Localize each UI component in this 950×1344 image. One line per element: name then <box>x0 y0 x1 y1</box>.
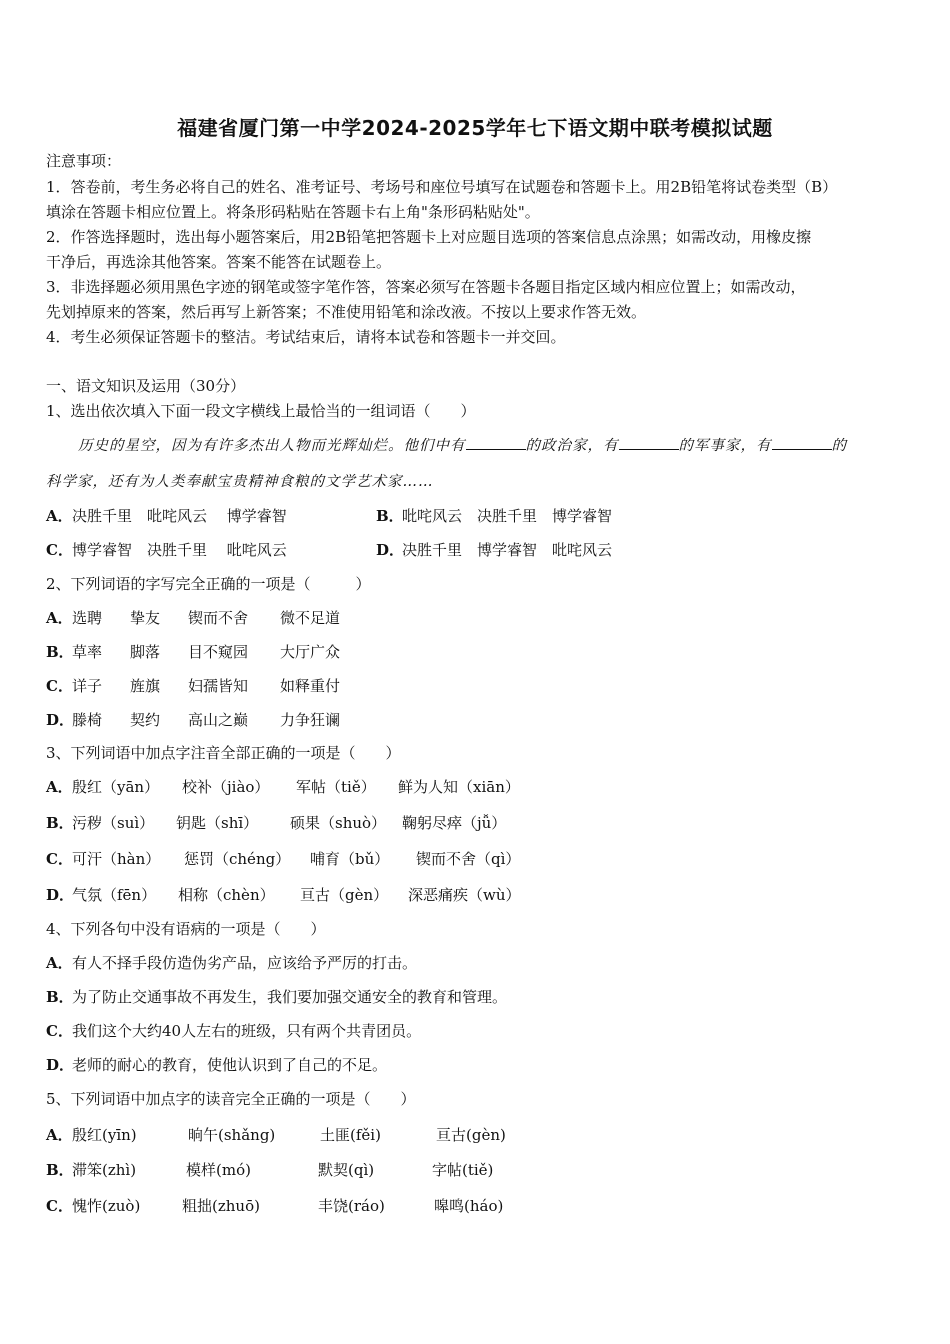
q1-blank-1 <box>466 435 526 450</box>
q1-blank-3 <box>772 435 832 450</box>
q3-b-word-3: 硕果（shuò） <box>290 814 387 832</box>
q2-option-d-label: D． <box>46 711 75 729</box>
notice-item-2-line-2: 干净后，再选涂其他答案。答案不能答在试题卷上。 <box>46 253 392 271</box>
q1-option-c[interactable] <box>46 540 287 560</box>
q5-b-word-3: 默契(qì) <box>318 1161 375 1179</box>
q1-option-a[interactable] <box>46 506 287 526</box>
q5-a-word-2: 晌午(shǎng) <box>188 1126 276 1144</box>
q3-option-b[interactable] <box>46 813 506 833</box>
q4-option-a[interactable] <box>46 953 417 973</box>
q2-a-word-4: 微不足道 <box>280 609 341 627</box>
q2-a-word-2: 挚友 <box>130 609 161 627</box>
q3-option-c[interactable] <box>46 849 520 869</box>
q4-option-b-label: B． <box>46 988 74 1006</box>
q3-a-word-1: 殷红（yān） <box>72 778 160 796</box>
notice-item-4: 4．考生必须保证答题卡的整洁。考试结束后，请将本试卷和答题卡一并交回。 <box>46 328 566 346</box>
q2-b-word-2: 脚落 <box>130 643 161 661</box>
q5-b-word-2: 模样(mó) <box>186 1161 251 1179</box>
q4-option-b-text: 为了防止交通事故不再发生，我们要加强交通安全的教育和管理。 <box>72 988 508 1006</box>
q4-stem: 4、下列各句中没有语病的一项是（ ） <box>46 920 326 938</box>
q1-option-b-label: B． <box>376 507 404 525</box>
q4-option-d[interactable] <box>46 1055 387 1075</box>
q1-option-a-text: 决胜千里 吡咤风云 博学睿智 <box>72 507 287 525</box>
q5-stem: 5、下列词语中加点字的读音完全正确的一项是（ ） <box>46 1090 416 1108</box>
q4-option-a-label: A． <box>46 954 73 972</box>
q5-option-c-label: C． <box>46 1197 73 1215</box>
notice-item-1-line-2: 填涂在答题卡相应位置上。将条形码粘贴在答题卡右上角"条形码粘贴处"。 <box>46 203 540 221</box>
q3-b-word-1: 污秽（suì） <box>72 814 155 832</box>
q4-option-d-text: 老师的耐心的教育，使他认识到了自己的不足。 <box>72 1056 388 1074</box>
notice-item-3-line-2: 先划掉原来的答案，然后再写上新答案；不准使用铅笔和涂改液。不按以上要求作答无效。 <box>46 303 647 321</box>
q2-option-b-label: B． <box>46 643 74 661</box>
q3-d-word-1: 气氛（fēn） <box>72 886 157 904</box>
q1-option-c-label: C． <box>46 541 73 559</box>
q1-option-d[interactable] <box>376 540 612 560</box>
q2-b-word-1: 草率 <box>72 643 103 661</box>
q2-option-a[interactable] <box>46 608 340 628</box>
q3-option-d-label: D． <box>46 886 75 904</box>
q2-a-word-1: 选聘 <box>72 609 103 627</box>
q5-c-word-3: 丰饶(ráo) <box>318 1197 385 1215</box>
page-title: 福建省厦门第一中学2024-2025学年七下语文期中联考模拟试题 <box>177 116 773 140</box>
q2-d-word-4: 力争狂谰 <box>280 711 341 729</box>
q1-option-b-text: 吡咤风云 决胜千里 博学睿智 <box>402 507 613 525</box>
q4-option-a-text: 有人不择手段仿造伪劣产品，应该给予严厉的打击。 <box>72 954 418 972</box>
q3-d-word-2: 相称（chèn） <box>178 886 275 904</box>
q3-option-a[interactable] <box>46 777 520 797</box>
q1-option-b[interactable] <box>376 506 612 526</box>
q1-blank-2 <box>619 435 679 450</box>
q1-option-d-label: D． <box>376 541 405 559</box>
q1-passage-b: 的政治家，有 <box>525 438 619 454</box>
q2-d-word-2: 契约 <box>130 711 161 729</box>
q3-option-d[interactable] <box>46 885 521 905</box>
q2-b-word-4: 大厅广众 <box>280 643 341 661</box>
q5-b-word-1: 滞笨(zhì) <box>72 1161 137 1179</box>
q3-c-word-4: 锲而不舍（qì） <box>416 850 521 868</box>
notice-heading: 注意事项： <box>46 152 122 170</box>
q3-a-word-4: 鲜为人知（xiān） <box>398 778 520 796</box>
q3-b-word-2: 钥匙（shī） <box>176 814 259 832</box>
q2-c-word-2: 旌旗 <box>130 677 161 695</box>
q1-passage-a: 历史的星空，因为有许多杰出人物而光辉灿烂。他们中有 <box>78 438 466 454</box>
q5-b-word-4: 字帖(tiě) <box>432 1161 494 1179</box>
q3-d-word-4: 深恶痛疾（wù） <box>408 886 521 904</box>
q5-option-b-label: B． <box>46 1161 74 1179</box>
q5-c-word-4: 嗥鸣(háo) <box>434 1197 504 1215</box>
q2-option-c[interactable] <box>46 676 340 696</box>
q2-c-word-1: 详子 <box>72 677 103 695</box>
q3-c-word-3: 哺育（bǔ） <box>310 850 390 868</box>
q1-option-a-label: A． <box>46 507 73 525</box>
q3-d-word-3: 亘古（gèn） <box>300 886 389 904</box>
q3-a-word-2: 校补（jiào） <box>182 778 270 796</box>
q4-option-b[interactable] <box>46 987 507 1007</box>
q2-c-word-4: 如释重付 <box>280 677 341 695</box>
q2-d-word-3: 高山之巅 <box>188 711 249 729</box>
q2-c-word-3: 妇孺皆知 <box>188 677 249 695</box>
q4-option-d-label: D． <box>46 1056 75 1074</box>
q5-a-word-3: 土匪(fěi) <box>320 1126 381 1144</box>
notice-item-3-line-1: 3．非选择题必须用黑色字迹的钢笔或签字笔作答，答案必须写在答题卡各题目指定区域内相应位置上；如需改动， <box>46 278 806 296</box>
q1-option-d-text: 决胜千里 博学睿智 吡咤风云 <box>402 541 613 559</box>
q5-c-word-2: 粗拙(zhuō) <box>182 1197 260 1215</box>
notice-item-1-line-1: 1．答卷前，考生务必将自己的姓名、准考证号、考场号和座位号填写在试题卷和答题卡上。用2B铅笔将试卷类型（B） <box>46 178 838 196</box>
q2-d-word-1: 滕椅 <box>72 711 103 729</box>
q5-option-b[interactable] <box>46 1160 493 1180</box>
q2-stem: 2、下列词语的字写完全正确的一项是（ ） <box>46 575 371 593</box>
q5-a-word-4: 亘古(gèn) <box>436 1126 506 1144</box>
q2-option-a-label: A． <box>46 609 73 627</box>
q1-stem: 1、选出依次填入下面一段文字横线上最恰当的一组词语（ ） <box>46 402 476 420</box>
q1-passage-d: 的 <box>831 438 847 454</box>
q3-stem: 3、下列词语中加点字注音全部正确的一项是（ ） <box>46 744 401 762</box>
q1-passage-line-1 <box>78 435 847 456</box>
q4-option-c[interactable] <box>46 1021 421 1041</box>
q1-option-c-text: 博学睿智 决胜千里 吡咤风云 <box>72 541 287 559</box>
q2-option-d[interactable] <box>46 710 340 730</box>
notice-item-2-line-1: 2．作答选择题时，选出每小题答案后，用2B铅笔把答题卡上对应题目选项的答案信息点涂黑；如需改动，用橡皮擦 <box>46 228 812 246</box>
q4-option-c-label: C． <box>46 1022 73 1040</box>
q5-option-a-label: A． <box>46 1126 73 1144</box>
q2-option-b[interactable] <box>46 642 340 662</box>
q3-c-word-1: 可汗（hàn） <box>72 850 161 868</box>
section-heading: 一、语文知识及运用（30分） <box>46 377 246 395</box>
q2-option-c-label: C． <box>46 677 73 695</box>
q2-a-word-3: 锲而不舍 <box>188 609 249 627</box>
q3-option-b-label: B． <box>46 814 74 832</box>
q5-option-a[interactable] <box>46 1125 506 1145</box>
q3-option-a-label: A． <box>46 778 73 796</box>
q3-option-c-label: C． <box>46 850 73 868</box>
q5-c-word-1: 愧怍(zuò) <box>72 1197 141 1215</box>
q5-a-word-1: 殷红(yīn) <box>72 1126 137 1144</box>
q3-a-word-3: 军帖（tiě） <box>296 778 376 796</box>
q3-b-word-4: 鞠躬尽瘁（jǚ） <box>402 814 507 832</box>
q1-passage-c: 的军事家，有 <box>678 438 772 454</box>
q1-passage-line-2: 科学家，还有为人类奉献宝贵精神食粮的文学艺术家…… <box>46 474 434 490</box>
q4-option-c-text: 我们这个大约40人左右的班级，只有两个共青团员。 <box>72 1022 422 1040</box>
q5-option-c[interactable] <box>46 1196 503 1216</box>
q3-c-word-2: 惩罚（chéng） <box>184 850 291 868</box>
q2-b-word-3: 目不窥园 <box>188 643 249 661</box>
